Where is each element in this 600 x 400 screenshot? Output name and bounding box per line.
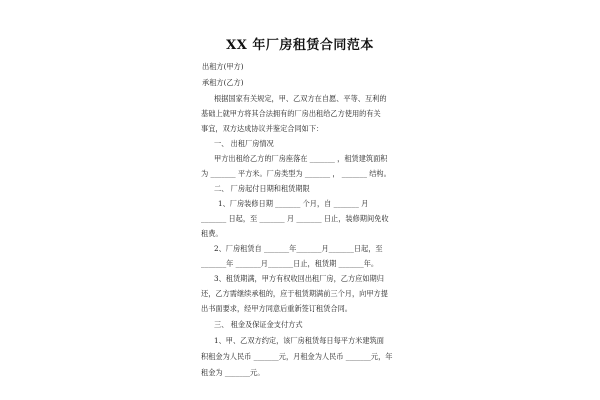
section-line: _______ 日起，至 _______ 月 _______ 日止，装修期间免收: [201, 214, 389, 223]
section-heading: 一、 出租厂房情况: [214, 139, 274, 148]
section-line: 积租金为人民币 _______元，月租金为人民币 _______元，年: [201, 352, 393, 361]
section-line: 2、厂房租赁自 _______年_______月_______日起，至: [214, 244, 383, 253]
preamble-line: 事宜，双方达成协议并鉴定合同如下：: [201, 124, 324, 133]
section-line: 租费。: [201, 229, 223, 238]
section-line: _______年 _______月_______日止，租赁期 _______年。: [201, 259, 379, 268]
party-a-label: 出租方(甲方): [202, 62, 244, 71]
section-heading: 二、 厂房起付日期和租赁期限: [214, 184, 310, 193]
section-line: 1、甲、乙双方约定，该厂房租赁每日每平方米建筑面: [214, 336, 384, 345]
section-heading: 三、 租金及保证金支付方式: [214, 320, 303, 329]
party-b-label: 承租方(乙方): [202, 78, 244, 87]
section-line: 还，乙方需继续承租的，应于租赁期满前三个月，向甲方提: [201, 289, 388, 298]
section-line: 1、厂房装修日期 _______ 个月，自 _______ 月: [218, 199, 369, 208]
section-line: 出书面要求，经甲方同意后重新签订租赁合同。: [201, 304, 352, 313]
section-line: 为 _______ 平方米。厂房类型为 _______ ， _______ 结构。: [201, 169, 391, 178]
section-line: 甲方出租给乙方的厂房座落在 _______ ，租赁建筑面积: [214, 154, 388, 163]
preamble-line: 基础上就甲方将其合法拥有的厂房出租给乙方使用的有关: [201, 109, 381, 118]
document-title: XX 年厂房租赁合同范本: [226, 38, 374, 53]
section-line: 租金为 _______元。: [201, 368, 265, 377]
preamble-line: 根据国家有关规定，甲、乙双方在自愿、平等、互利的: [214, 94, 387, 103]
section-line: 3、租赁期满，甲方有权收回出租厂房，乙方应如期归: [214, 274, 384, 283]
